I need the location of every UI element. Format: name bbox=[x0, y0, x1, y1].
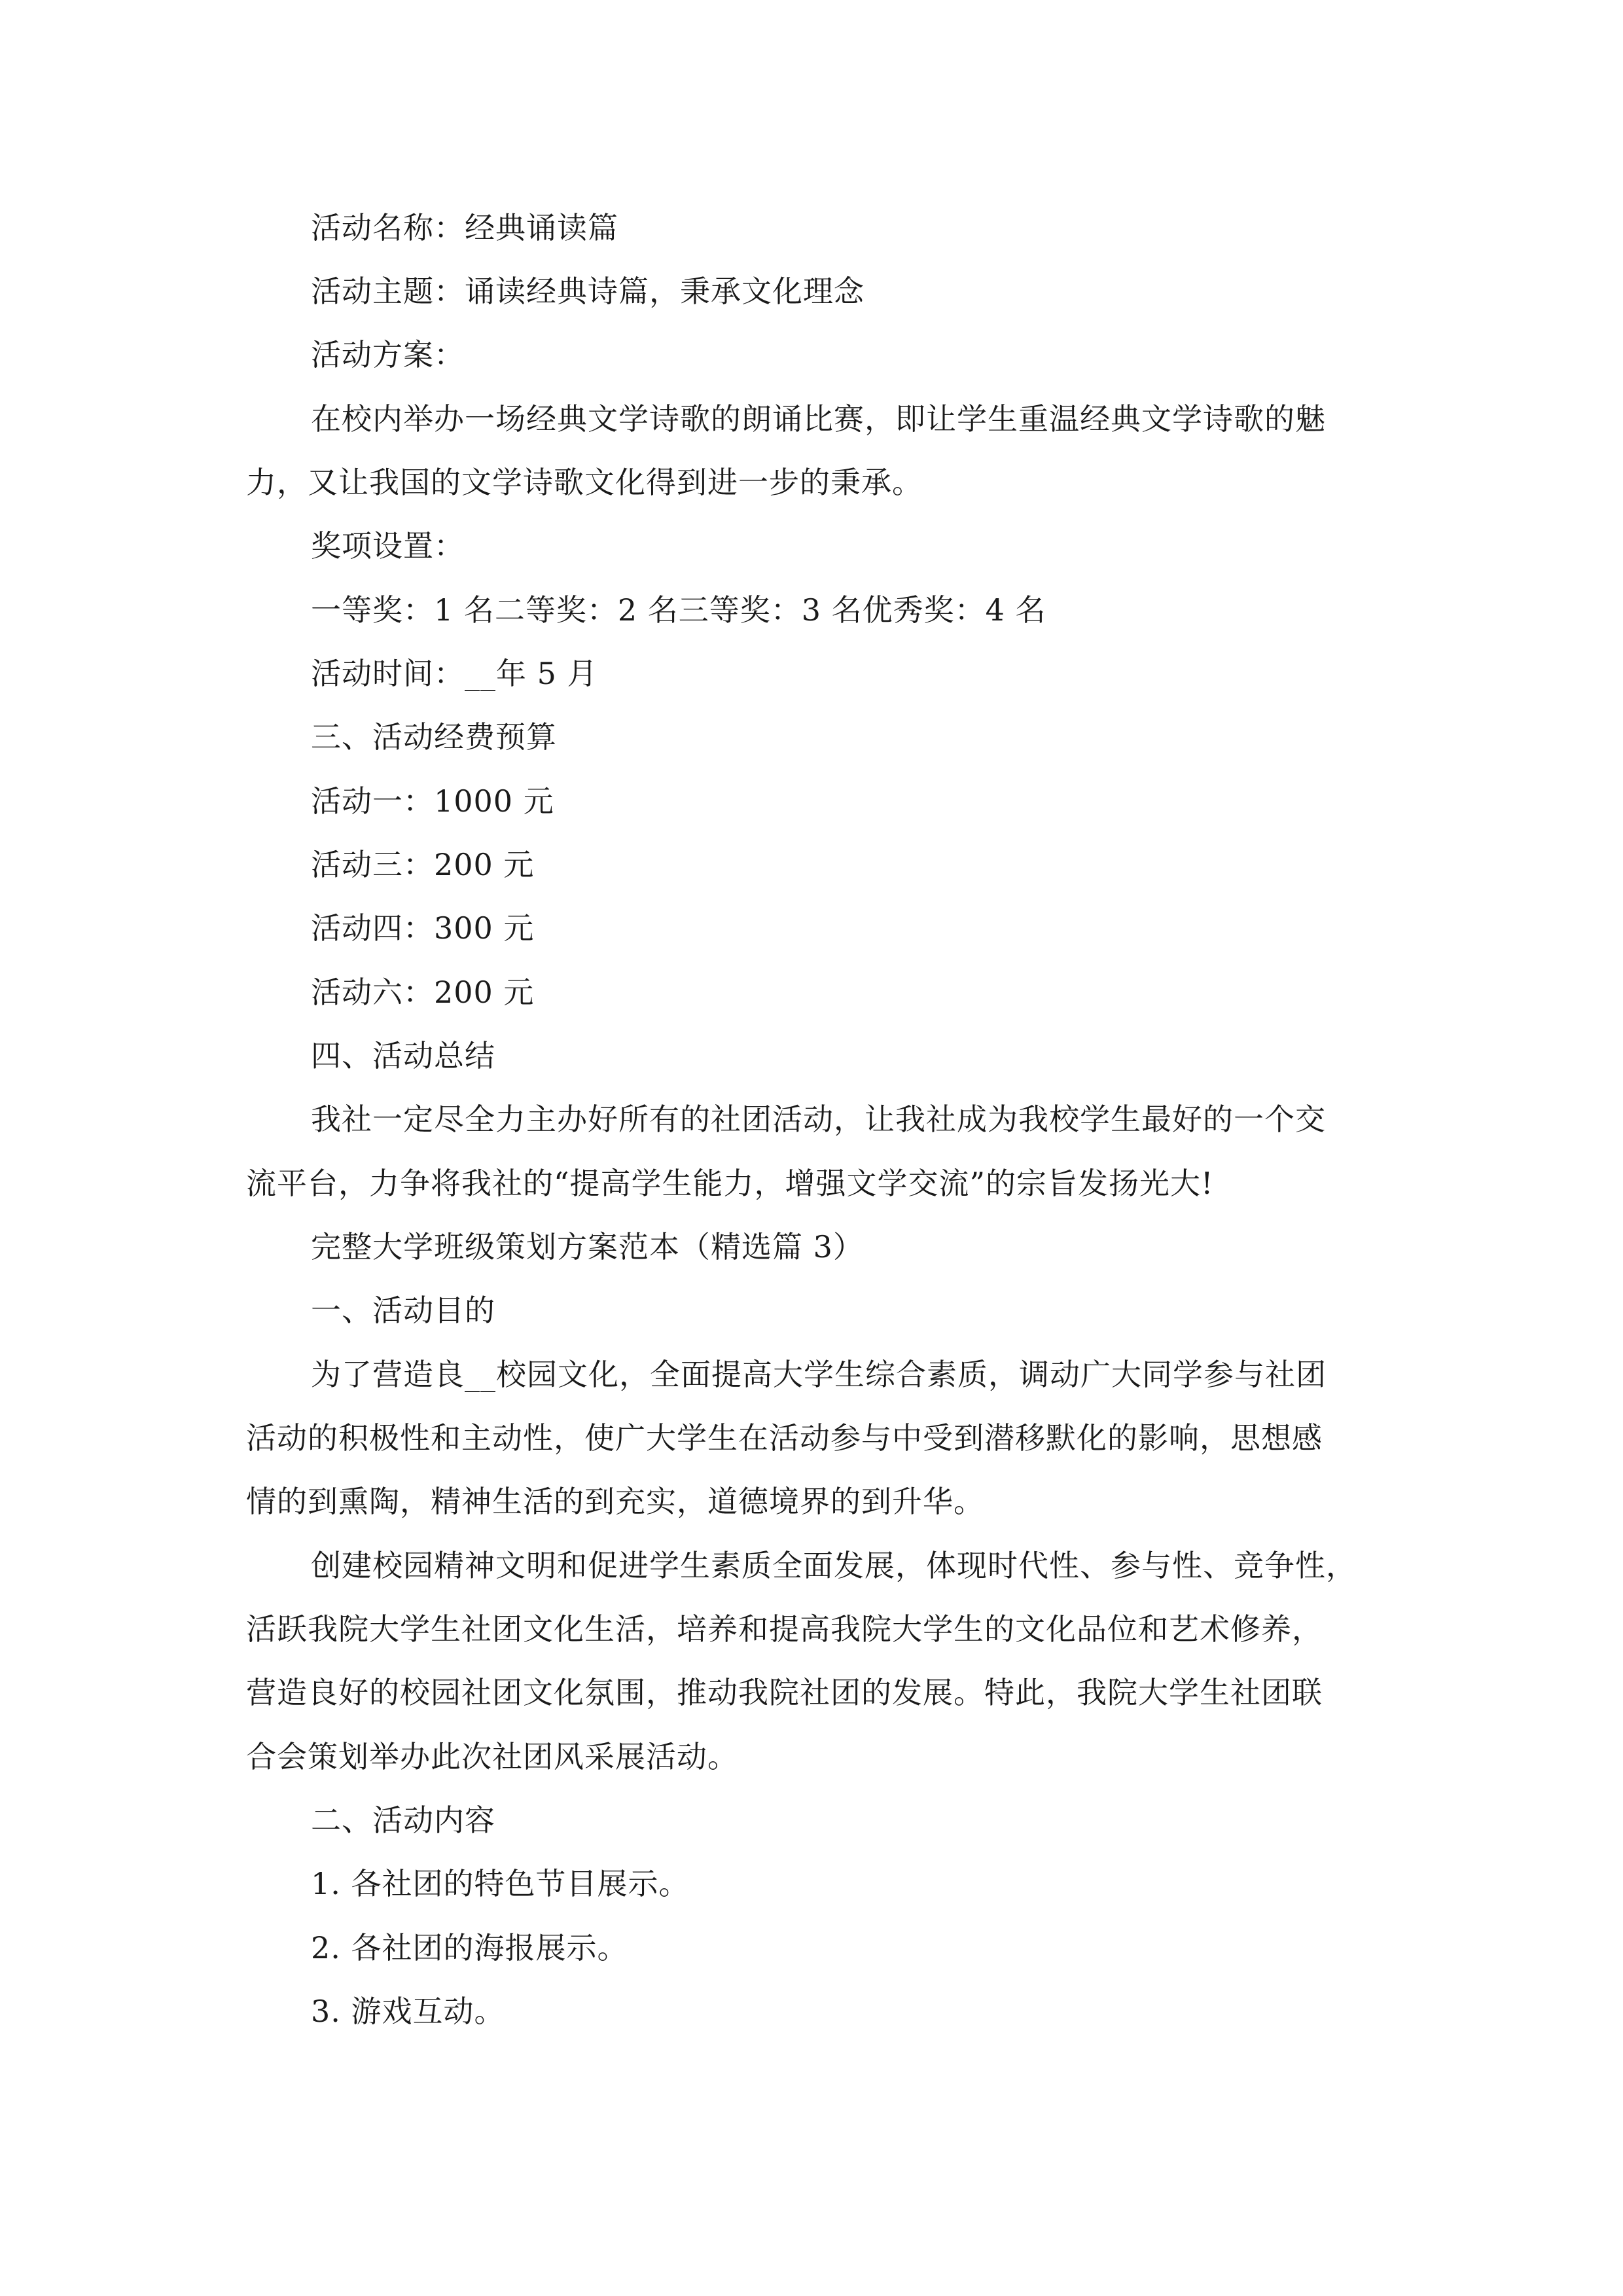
budget-section-heading: 三、活动经费预算 bbox=[311, 719, 557, 755]
content-list-item: 2. 各社团的海报展示。 bbox=[311, 1930, 628, 1965]
purpose-text-line-6: 营造良好的校园社团文化氛围，推动我院社团的发展。特此，我院大学生社团联 bbox=[246, 1675, 1323, 1710]
budget-item-line: 活动一：1000 元 bbox=[311, 783, 554, 819]
purpose-text-line-7: 合会策划举办此次社团风采展活动。 bbox=[246, 1739, 738, 1774]
awards-list-line: 一等奖：1 名二等奖：2 名三等奖：3 名优秀奖：4 名 bbox=[311, 592, 1046, 628]
purpose-heading: 一、活动目的 bbox=[311, 1293, 495, 1328]
activity-time-line: 活动时间：__年 5 月 bbox=[311, 656, 598, 691]
purpose-text-line-2: 活动的积极性和主动性，使广大学生在活动参与中受到潜移默化的影响，思想感 bbox=[246, 1420, 1323, 1456]
content-heading: 二、活动内容 bbox=[311, 1803, 495, 1838]
awards-heading: 奖项设置： bbox=[311, 528, 465, 564]
budget-item-line: 活动六：200 元 bbox=[311, 975, 535, 1010]
activity-theme-line: 活动主题：诵读经典诗篇，秉承文化理念 bbox=[311, 274, 865, 309]
budget-item-line: 活动四：300 元 bbox=[311, 910, 535, 946]
content-list-item: 1. 各社团的特色节目展示。 bbox=[311, 1866, 690, 1901]
purpose-text-line-1: 为了营造良__校园文化，全面提高大学生综合素质，调动广大同学参与社团 bbox=[311, 1357, 1327, 1392]
summary-text-line-1: 我社一定尽全力主办好所有的社团活动，让我社成为我校学生最好的一个交 bbox=[311, 1102, 1326, 1137]
purpose-text-line-3: 情的到熏陶，精神生活的到充实，道德境界的到升华。 bbox=[246, 1484, 984, 1519]
activity-name-line: 活动名称：经典诵读篇 bbox=[311, 210, 618, 245]
section-title: 完整大学班级策划方案范本（精选篇 3） bbox=[311, 1229, 864, 1265]
activity-plan-text-line-2: 力，又让我国的文学诗歌文化得到进一步的秉承。 bbox=[246, 465, 923, 500]
content-list-item: 3. 游戏互动。 bbox=[311, 1994, 505, 2029]
budget-item-line: 活动三：200 元 bbox=[311, 847, 535, 882]
activity-plan-heading: 活动方案： bbox=[311, 337, 465, 372]
activity-plan-text-line-1: 在校内举办一场经典文学诗歌的朗诵比赛，即让学生重温经典文学诗歌的魅 bbox=[311, 401, 1326, 437]
summary-text-line-2: 流平台，力争将我社的“提高学生能力，增强文学交流”的宗旨发扬光大! bbox=[246, 1166, 1214, 1201]
purpose-text-line-4: 创建校园精神文明和促进学生素质全面发展，体现时代性、参与性、竞争性， bbox=[311, 1548, 1357, 1583]
purpose-text-line-5: 活跃我院大学生社团文化生活，培养和提高我院大学生的文化品位和艺术修养， bbox=[246, 1611, 1323, 1647]
summary-section-heading: 四、活动总结 bbox=[311, 1038, 495, 1073]
